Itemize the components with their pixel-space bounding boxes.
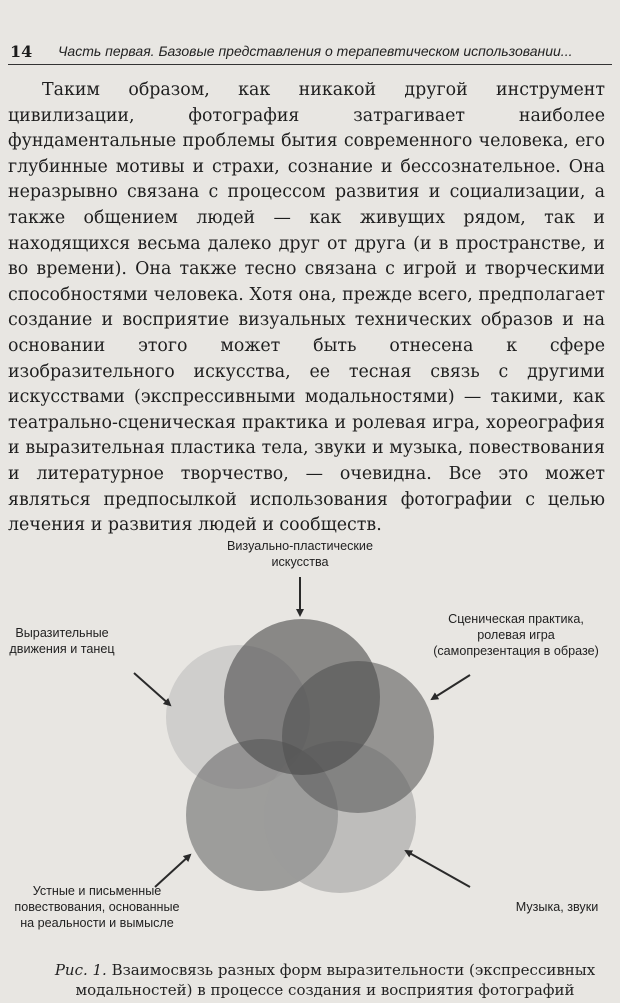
music-label xyxy=(505,899,609,915)
stage-practice-label-line: (самопрезентация в образе) xyxy=(433,644,599,658)
narrative-label-line: повествования, основанные xyxy=(14,900,180,914)
figure-caption-text: Взаимосвязь разных форм выразительности (экспрессивных модальностей) в процессе создания и восприятия фотографий xyxy=(75,961,596,999)
visual-circle xyxy=(224,619,380,775)
music-arrow xyxy=(406,851,470,887)
stage-practice-label-line: Сценическая практика, xyxy=(448,612,584,626)
stage-practice-label xyxy=(420,611,612,659)
movement-dance-label-line: движения и танец xyxy=(9,642,115,656)
narrative-label xyxy=(4,883,190,931)
movement-dance-label-line: Выразительные xyxy=(15,626,109,640)
visual-arts-label xyxy=(218,538,382,570)
music-label-line: Музыка, звуки xyxy=(515,900,599,914)
figure-caption xyxy=(40,960,610,1000)
visual-arts-label-line: Визуально-пластические xyxy=(227,539,373,553)
movement-arrow xyxy=(134,673,170,705)
body-paragraph: Таким образом, как никакой другой инструмент цивилизации, фотография затрагивает наиболее фундаментальные проблемы бытия современного человека, его глубинные мотивы и страхи, сознание и бессознательное. Она неразрывно связана с процессом развития и социализации, а также общением людей — как живущих рядом, так и находящихся весьма далеко друг от друга (и в пространстве, и во времени). Она также тесно связана с игрой и творческими способностями человека. Хотя она, прежде всего, предполагает создание и восприятие визуальных технических образов и на основании этого может быть отнесена к сфере изобразительного искусства, ее тесная связь с другими искусствами (экспрессивными модальностями) — такими, как театрально-сценическая практика и ролевая игра, хореография и выразительная пластика тела, звуки и музыка, повествования и литературное творчество, — очевидна. Все это может являться предпосылкой использования фотографии с целью лечения и развития людей и сообществ. xyxy=(8,80,605,536)
movement-dance-label xyxy=(4,625,120,657)
narrative-label-line: Устные и письменные xyxy=(32,884,162,898)
figure-caption-label: Рис. 1. xyxy=(54,961,107,979)
stage-practice-label-line: ролевая игра xyxy=(477,628,555,642)
venn-figure xyxy=(0,525,620,955)
page-header xyxy=(8,38,612,65)
visual-arts-label-line: искусства xyxy=(271,555,329,569)
stage-arrow xyxy=(432,675,470,699)
narrative-label-line: на реальности и вымысле xyxy=(20,916,174,930)
page-number: 14 xyxy=(10,42,33,61)
running-head: Часть первая. Базовые представления о терапевтическом использовании... xyxy=(58,43,573,59)
